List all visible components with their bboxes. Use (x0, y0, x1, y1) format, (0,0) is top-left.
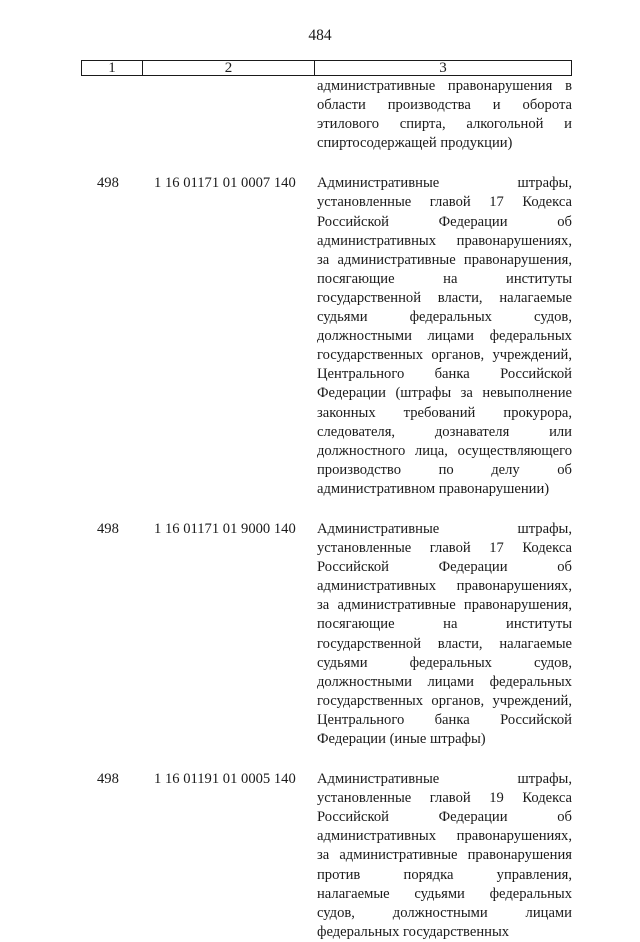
header-col-1: 1 (82, 61, 143, 75)
description-cell (314, 77, 572, 153)
description-line-text (317, 174, 572, 193)
description-line (317, 346, 572, 365)
description-word: правонарушения, (463, 597, 572, 614)
description-line-text (317, 365, 572, 384)
rows-holder (81, 174, 572, 942)
row-number-cell (81, 77, 142, 153)
description-word: должностными (317, 328, 412, 345)
description-line-text (317, 846, 572, 865)
description-word: Российской (317, 559, 389, 576)
description-word: управления, (496, 866, 572, 883)
description-line-text (317, 115, 572, 134)
description-line-text (317, 885, 572, 904)
description-word: судов, (534, 654, 572, 671)
description-line-text (317, 404, 572, 423)
description-word: лица, (414, 442, 448, 459)
row-number-cell: 498 (97, 520, 119, 537)
description-word: судов, (534, 309, 572, 326)
description-word: об (557, 559, 572, 576)
table-body (81, 77, 572, 942)
description-line (317, 635, 572, 654)
description-line (317, 480, 572, 499)
description-word: административных (317, 232, 436, 249)
description-word: налагаемые (499, 289, 572, 306)
description-line-text (317, 77, 572, 96)
description-word: по (438, 461, 454, 478)
table-row (81, 174, 572, 499)
description-line-text (317, 308, 572, 327)
code-cell (142, 77, 314, 153)
description-line (317, 596, 572, 615)
description-line (317, 365, 572, 384)
row-number-cell: 498 (97, 175, 119, 192)
description-word: правонарушениях, (456, 232, 572, 249)
description-line (317, 654, 572, 673)
description-line-text: спиртосодержащей продукции) (317, 135, 513, 152)
description-word: производство (317, 461, 402, 478)
description-word: дознавателя (434, 423, 510, 440)
description-word: на (443, 270, 458, 287)
description-line-text (317, 615, 572, 634)
description-word: требований (403, 404, 476, 421)
description-word: институты (506, 616, 572, 633)
description-word: оборота (522, 97, 572, 114)
description-word: этилового (317, 116, 380, 133)
description-word: административные (339, 847, 458, 864)
description-word: административных (317, 578, 436, 595)
table-row-continuation (81, 77, 572, 153)
description-line (317, 539, 572, 558)
description-word: на (443, 616, 458, 633)
description-word: и (564, 116, 572, 133)
description-line-text (317, 558, 572, 577)
description-line (317, 134, 572, 153)
description-word: за (317, 847, 330, 864)
description-word: государственной (317, 635, 422, 652)
description-line (317, 96, 572, 115)
description-line-text (317, 770, 572, 789)
description-word: судов, (317, 904, 355, 921)
row-gap (81, 749, 572, 770)
description-line (317, 846, 572, 865)
description-line (317, 885, 572, 904)
description-line (317, 193, 572, 212)
description-word: Российской (500, 366, 572, 383)
description-word: федеральных (409, 309, 492, 326)
description-word: Административные (317, 175, 440, 192)
description-word: посягающие (317, 616, 395, 633)
description-word: об (557, 213, 572, 230)
description-word: государственных (317, 347, 424, 364)
description-word: осуществляющего (457, 442, 572, 459)
description-line (317, 673, 572, 692)
description-word: Центрального (317, 711, 405, 728)
description-word: Российской (500, 711, 572, 728)
description-word: Российской (317, 809, 389, 826)
description-word: 17 (489, 194, 504, 211)
description-word: Федерации (438, 213, 508, 230)
description-line (317, 789, 572, 808)
description-word: федеральных (409, 654, 492, 671)
description-cell (314, 770, 572, 942)
description-word: и (492, 97, 501, 114)
description-word: институты (506, 270, 572, 287)
description-line-text (317, 539, 572, 558)
description-line-text (317, 520, 572, 539)
description-word: административные (317, 78, 436, 94)
description-cell (314, 520, 572, 749)
description-word: штрафы, (517, 520, 572, 537)
header-col-3: 3 (439, 60, 447, 76)
description-line (317, 808, 572, 827)
description-word: за (317, 251, 330, 268)
description-word: учреждений, (492, 347, 572, 364)
description-word: за (460, 385, 473, 402)
description-word: порядка (403, 866, 454, 883)
description-word: Кодекса (522, 540, 572, 557)
description-line (317, 730, 572, 749)
description-word: главой (429, 194, 471, 211)
description-word: налагаемые (317, 885, 390, 902)
description-line-text (317, 193, 572, 212)
table-row (81, 520, 572, 749)
description-line (317, 442, 572, 461)
description-word: административные (337, 597, 456, 614)
description-line (317, 289, 572, 308)
description-word: учреждений, (492, 692, 572, 709)
description-word: производства (387, 97, 471, 114)
description-word: главой (429, 540, 471, 557)
description-word: установленные (317, 790, 412, 807)
description-word: должностными (317, 673, 412, 690)
description-line-text (317, 577, 572, 596)
description-word: лицами (427, 328, 474, 345)
description-line-text (317, 866, 572, 885)
description-line-text: Федерации (иные штрафы) (317, 731, 486, 747)
description-word: Федерации (317, 385, 386, 402)
description-word: федеральных (489, 328, 572, 345)
description-line (317, 213, 572, 232)
description-word: 19 (489, 790, 504, 807)
table-header-row (81, 60, 572, 76)
description-word: Кодекса (522, 790, 572, 807)
description-line-text (317, 789, 572, 808)
description-line (317, 904, 572, 923)
description-line-text (317, 346, 572, 365)
description-word: правонарушениях, (456, 828, 572, 845)
row-gap (81, 153, 572, 174)
description-word: Административные (317, 520, 440, 537)
code-cell: 1 16 01171 01 0007 140 (154, 175, 296, 192)
description-line-text (317, 423, 572, 442)
description-word: штрафы, (517, 771, 572, 788)
description-word: государственных (317, 692, 424, 709)
description-line (317, 923, 572, 942)
code-cell: 1 16 01171 01 9000 140 (154, 520, 296, 537)
description-line (317, 251, 572, 270)
description-word: банка (434, 711, 470, 728)
description-line-text (317, 673, 572, 692)
code-cell: 1 16 01191 01 0005 140 (154, 771, 296, 788)
page-number: 484 (308, 27, 332, 44)
description-line-text (317, 327, 572, 346)
description-word: главой (429, 790, 471, 807)
description-word: федеральных (489, 673, 572, 690)
description-line-text (317, 251, 572, 270)
description-cell (314, 174, 572, 499)
description-word: административных (317, 828, 436, 845)
description-line (317, 308, 572, 327)
description-line (317, 115, 572, 134)
row-gap (81, 499, 572, 520)
description-word: алкогольной (466, 116, 544, 133)
description-word: Российской (317, 213, 389, 230)
description-line (317, 558, 572, 577)
description-line (317, 520, 572, 539)
description-word: налагаемые (499, 635, 572, 652)
description-line-text (317, 635, 572, 654)
description-line (317, 327, 572, 346)
description-word: посягающие (317, 270, 395, 287)
description-line (317, 270, 572, 289)
description-word: судьями (317, 309, 368, 326)
description-line (317, 770, 572, 789)
description-line-text (317, 461, 572, 480)
description-word: судьями (317, 654, 368, 671)
description-line (317, 174, 572, 193)
description-word: Центрального (317, 366, 405, 383)
table-row (81, 770, 572, 942)
description-line (317, 577, 572, 596)
description-word: Федерации (438, 809, 508, 826)
description-word: 17 (489, 540, 504, 557)
description-word: Кодекса (522, 194, 572, 211)
description-word: должностного (317, 442, 406, 459)
description-line-text (317, 270, 572, 289)
description-line-text (317, 808, 572, 827)
description-line (317, 404, 572, 423)
description-word: административные (337, 251, 456, 268)
description-word: Федерации (438, 559, 508, 576)
description-word: лицами (427, 673, 474, 690)
description-word: правонарушениях, (456, 578, 572, 595)
description-line-text (317, 289, 572, 308)
description-line-text (317, 442, 572, 461)
description-word: государственной (317, 289, 422, 306)
description-word: против (317, 866, 361, 883)
description-line-text: федеральных государственных (317, 923, 510, 940)
description-word: законных (317, 404, 376, 421)
description-word: Административные (317, 771, 440, 788)
description-line-text (317, 384, 572, 403)
description-word: правонарушения (447, 78, 553, 94)
description-word: об (557, 809, 572, 826)
description-line-text (317, 96, 572, 115)
description-word: спирта, (399, 116, 446, 133)
description-word: об (557, 461, 572, 478)
description-line (317, 615, 572, 634)
description-line-text (317, 827, 572, 846)
description-line-text (317, 904, 572, 923)
description-word: правонарушения, (463, 251, 572, 268)
row-number-cell: 498 (97, 771, 119, 788)
description-word: банка (434, 366, 470, 383)
description-word: федеральных (489, 885, 572, 902)
description-word: органов, (431, 347, 485, 364)
description-line-text (317, 232, 572, 251)
description-word: в (565, 78, 572, 94)
description-line (317, 232, 572, 251)
description-line-text (317, 654, 572, 673)
header-col-2: 2 (143, 61, 315, 75)
description-line (317, 692, 572, 711)
description-word: области (317, 97, 366, 114)
description-word: или (549, 423, 572, 440)
description-word: делу (491, 461, 520, 478)
description-word: власти, (437, 635, 483, 652)
description-line (317, 866, 572, 885)
description-line (317, 461, 572, 480)
description-line (317, 711, 572, 730)
description-word: установленные (317, 540, 412, 557)
description-line-text (317, 596, 572, 615)
description-line-text (317, 711, 572, 730)
description-word: лицами (525, 904, 572, 921)
description-word: органов, (431, 692, 485, 709)
description-line (317, 827, 572, 846)
description-line (317, 423, 572, 442)
description-word: установленные (317, 194, 412, 211)
description-line (317, 77, 572, 96)
description-line-text (317, 692, 572, 711)
description-word: невыполнение (482, 385, 572, 402)
description-word: прокурора, (503, 404, 572, 421)
description-word: (штрафы (395, 385, 452, 402)
description-line (317, 384, 572, 403)
description-word: власти, (437, 289, 483, 306)
description-line-text (317, 213, 572, 232)
description-word: за (317, 597, 330, 614)
description-word: следователя, (317, 423, 396, 440)
description-line-text: административном правонарушении) (317, 480, 550, 497)
description-word: судьями (414, 885, 465, 902)
description-word: штрафы, (517, 175, 572, 192)
description-word: правонарушения (467, 847, 572, 864)
description-word: должностными (392, 904, 488, 921)
